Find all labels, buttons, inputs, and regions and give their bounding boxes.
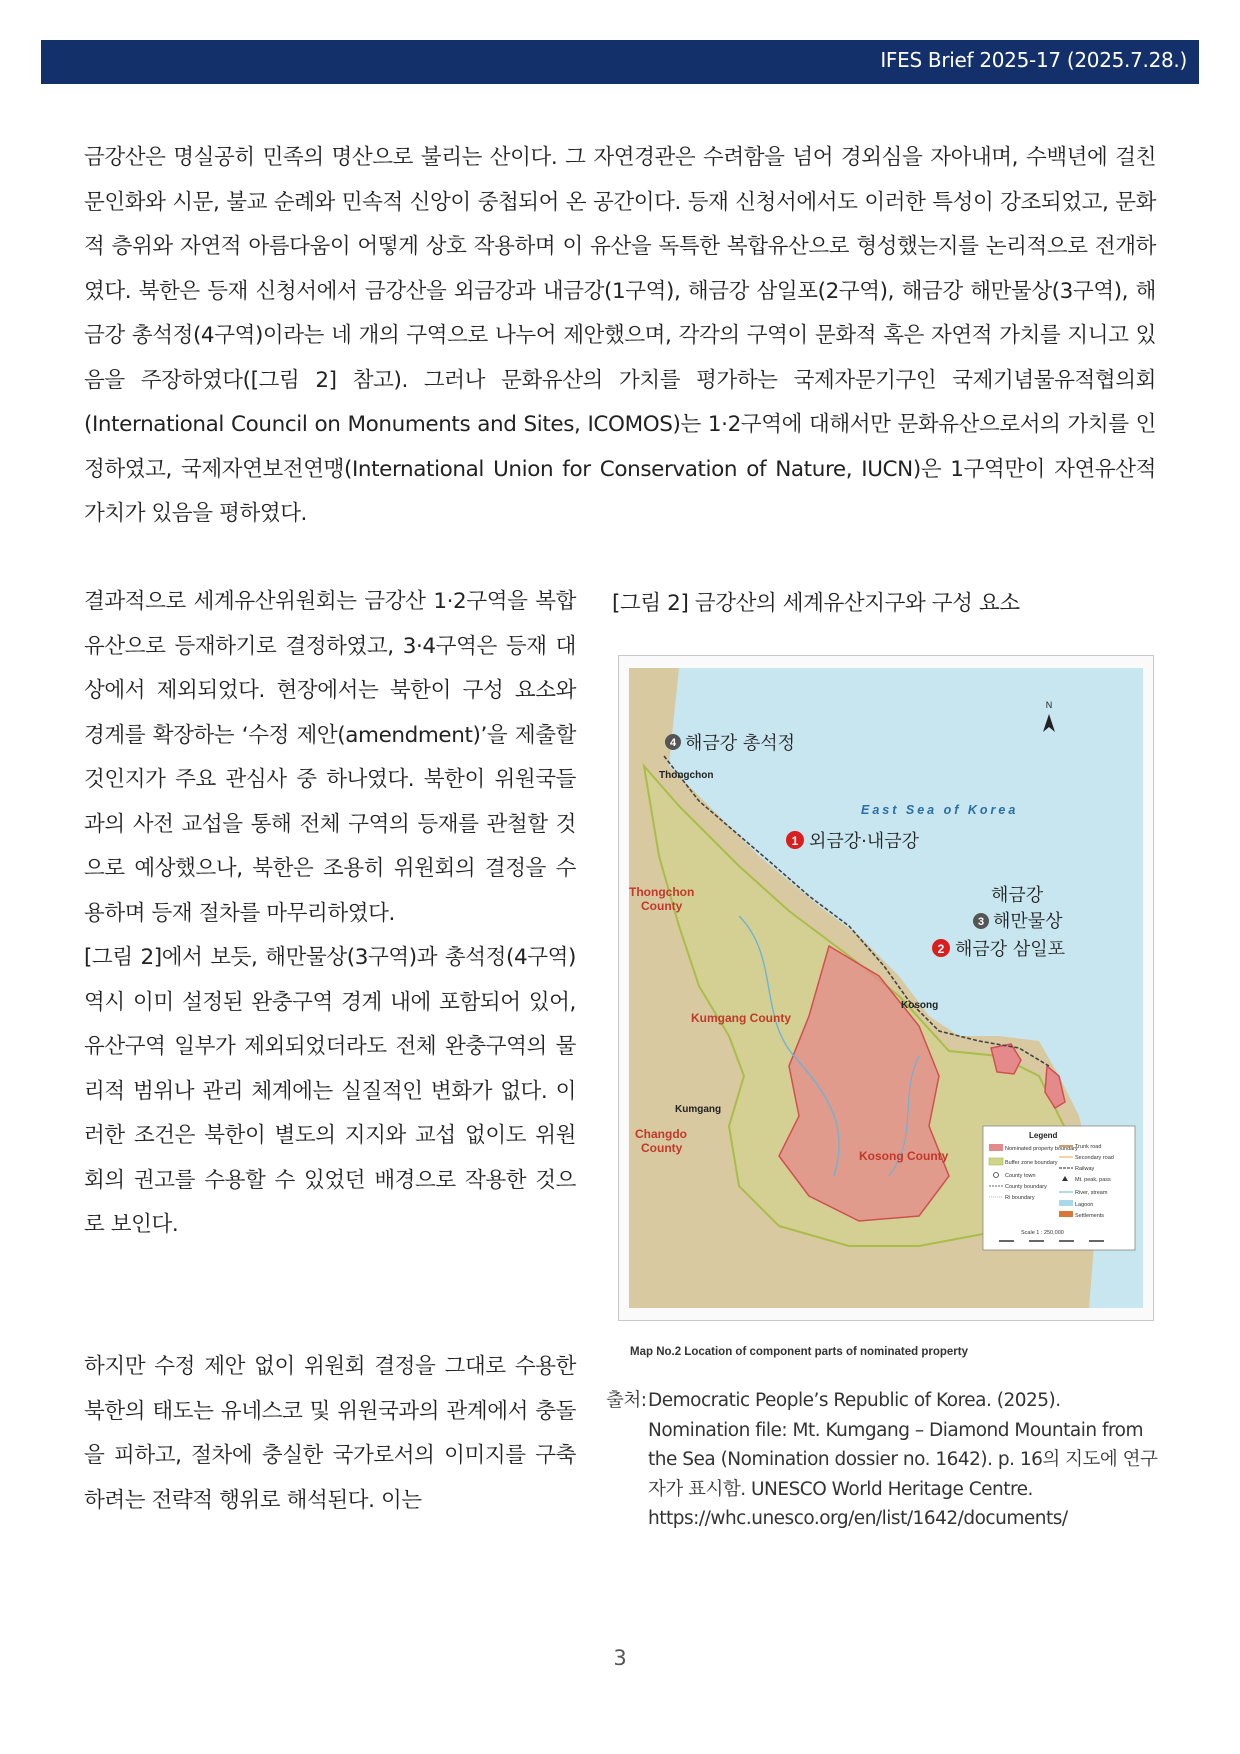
intro-paragraph: 금강산은 명실공히 민족의 명산으로 불리는 산이다. 그 자연경관은 수려함을 넘어 경외심을 자아내며, 수백년에 걸친 문인화와 시문, 불교 순례와 민속적 신앙이 중첩되어 온 공간이다. 등재 신청서에서도 이러한 특성이 강조되었고, 문화적 층위와 자연적 아름다움이 어떻게 상호 작용하며 이 유산을 독특한 복합유산으로 형성했는지를 논리적으로 전개하였다. 북한은 등재 신청서에서 금강산을 외금강과 내금강(1구역), 해금강 삼일포(2구역), 해금강 해만물상(3구역), 해금강 총석정(4구역)이라는 네 개의 구역으로 나누어 제안했으며, 각각의 구역이 문화적 혹은 자연적 가치를 지니고 있음을 주장하였다([그림 2] 참고). 그러나 문화유산의 가치를 평가하는 국제자문기구인 국제기념물유적협의회(International Council on Monuments and Sites, ICOMOS)는 1·2구역에 대해서만 문화유산으로서의 가치를 인정하였고, 국제자연보전연맹(International Union for Conservation of Nature, IUCN)은 1구역만이 자연유산적 가치가 있음을 평하였다. (84, 145, 1156, 526)
legend-title: Legend (1029, 1131, 1058, 1140)
legend-item: Ri boundary (1005, 1195, 1035, 1201)
zone1-label: 외금강·내금강 (809, 831, 920, 852)
kumgang-county-label: Kumgang County (691, 1011, 791, 1025)
legend-item: Lagoon (1075, 1202, 1094, 1208)
figure-caption: [그림 2] 금강산의 세계유산지구와 구성 요소 (612, 591, 1020, 616)
source-label: 출처: (606, 1390, 647, 1411)
left-paragraph-1: 결과적으로 세계유산위원회는 금강산 1·2구역을 복합유산으로 등재하기로 결정하였고, 3·4구역은 등재 대상에서 제외되었다. 현장에서는 북한이 구성 요소와 경계를 확장하는 ‘수정 제안(amendment)’을 제출할 것인지가 주요 관심사 중 하나였다. 북한이 위원국들과의 사전 교섭을 통해 전체 구역의 등재를 관철할 것으로 예상했으나, 북한은 조용히 위원회의 결정을 수용하며 등재 절차를 마무리하였다. (84, 589, 576, 926)
header-bar (41, 40, 1199, 84)
left-column-paragraph (84, 580, 576, 1248)
map-figure (618, 655, 1154, 1321)
zone3-label-line1: 해금강 (991, 885, 1044, 906)
kosong-label: Kosong (901, 1000, 939, 1011)
zone3-label-line2: 해만물상 (993, 911, 1063, 932)
kumgang-label: Kumgang (675, 1104, 722, 1115)
zone4-label: 해금강 총석정 (685, 733, 796, 754)
thongchon-label: Thongchon (659, 770, 714, 781)
changdo-county-label-1: Changdo (635, 1127, 687, 1141)
left-paragraph-2: [그림 2]에서 보듯, 해만물상(3구역)과 총석정(4구역) 역시 이미 설정된 완충구역 경계 내에 포함되어 있어, 유산구역 일부가 제외되었더라도 전체 완충구역의 물리적 범위나 관리 체계에는 실질적인 변화가 없다. 이러한 조건은 북한이 별도의 지지와 교섭 없이도 위원회의 권고를 수용할 수 있었던 배경으로 작용한 것으로 보인다. (84, 945, 576, 1237)
zone4-number: 4 (669, 737, 677, 749)
legend-item: County town (1005, 1173, 1036, 1179)
legend-item: Buffer zone boundary (1005, 1160, 1058, 1166)
thongchon-county-label-2: County (641, 899, 683, 913)
legend-item: Secondary road (1075, 1155, 1114, 1161)
sea-label: East Sea of Korea (861, 803, 1019, 817)
zone1-number: 1 (791, 834, 799, 848)
legend-scale: Scale 1 : 250,000 (1021, 1230, 1064, 1236)
zone3-number: 3 (977, 916, 985, 928)
legend-item: Nominated property boundary (1005, 1146, 1078, 1152)
brief-label: IFES Brief 2025-17 (2025.7.28.) (880, 48, 1187, 72)
zone2-number: 2 (937, 942, 945, 956)
map-illustration (619, 656, 1153, 1320)
map-caption: Map No.2 Location of component parts of nominated property (630, 1346, 968, 1358)
left-paragraph-3: 하지만 수정 제안 없이 위원회 결정을 그대로 수용한 북한의 태도는 유네스코 및 위원국과의 관계에서 충돌을 피하고, 절차에 충실한 국가로서의 이미지를 구축하려는 전략적 행위로 해석된다. 이는 (84, 1354, 576, 1513)
legend-item: Railway (1075, 1166, 1095, 1172)
changdo-county-label-2: County (641, 1141, 683, 1155)
zone2-label: 해금강 삼일포 (955, 939, 1066, 960)
thongchon-county-label-1: Thongchon (629, 885, 695, 899)
legend-item: Mt. peak, pass (1075, 1177, 1111, 1183)
legend-item: Trunk road (1075, 1144, 1102, 1150)
kosong-county-label: Kosong County (859, 1149, 949, 1163)
page-number: 3 (613, 1646, 627, 1670)
legend-item: County boundary (1005, 1184, 1047, 1190)
legend-item: River, stream (1075, 1190, 1108, 1196)
north-label: N (1045, 700, 1053, 710)
legend-item: Settlements (1075, 1213, 1105, 1219)
source-text: Democratic People’s Republic of Korea. (2025). Nomination file: Mt. Kumgang – Diamond Mountain from the Sea (Nomination dossier no. 1642). p. 16의 지도에 연구자가 표시함. UNESCO World Heritage Centre. https://whc.unesco.org/en/list/1642/documents/ (648, 1390, 1158, 1529)
